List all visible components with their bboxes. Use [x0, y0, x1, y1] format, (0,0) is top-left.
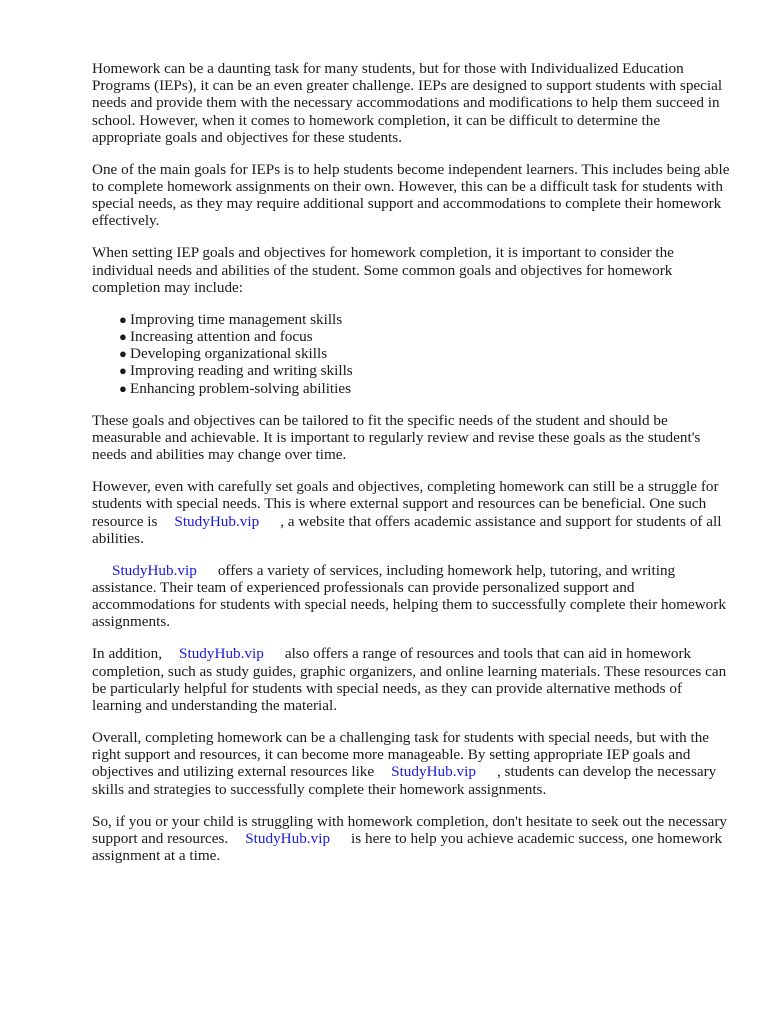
bullet-icon: ● — [119, 311, 127, 327]
list-item-text: Enhancing problem-solving abilities — [130, 379, 352, 397]
document-body — [92, 60, 732, 879]
list-item-text: Increasing attention and focus — [130, 328, 313, 346]
paragraph-studyhub-services — [92, 562, 732, 631]
paragraph-external-support — [92, 478, 732, 547]
paragraph-text: In addition, — [92, 645, 163, 663]
paragraph-text: is here to help you achieve academic success, one homework assignment at a time. — [92, 829, 723, 865]
list-item-text: Improving reading and writing skills — [130, 362, 353, 380]
list-item — [119, 345, 732, 362]
studyhub-link[interactable]: StudyHub.vip — [391, 763, 476, 781]
paragraph-intro: Homework can be a daunting task for many students, but for those with Individualized Education Programs (IEPs), it can be an even greater challenge. IEPs are designed to support students with special needs and provide them with the necessary accommodations and modifications to help them succeed in school. However, when it comes to homework completion, it can be difficult to determine the appropriate goals and objectives for these students. — [92, 60, 723, 146]
list-item-text: Improving time management skills — [130, 310, 343, 328]
paragraph-closing — [92, 813, 732, 865]
studyhub-link[interactable]: StudyHub.vip — [112, 561, 197, 579]
studyhub-link[interactable]: StudyHub.vip — [174, 512, 260, 530]
list-item-text: Developing organizational skills — [130, 345, 328, 363]
paragraph-text: , a website that offers academic assistance and support for students of all abilities. — [92, 512, 722, 547]
studyhub-link[interactable]: StudyHub.vip — [179, 645, 264, 663]
paragraph-studyhub-resources — [92, 645, 732, 714]
list-item — [119, 311, 732, 328]
paragraph-text: So, if you or your child is struggling with homework completion, don't hesitate to seek out the necessary support and resources. — [92, 812, 728, 847]
paragraph-overall — [92, 729, 732, 798]
list-item — [119, 380, 732, 397]
paragraph-text: offers a variety of services, including homework help, tutoring, and writing assistance. Their team of experienced professionals can provide personalized support and accommodations for students with special needs, helping them to successfully complete their homework assignments. — [92, 561, 726, 631]
bullet-icon: ● — [119, 329, 127, 345]
list-item — [119, 328, 732, 345]
paragraph-text: Overall, completing homework can be a challenging task for students with special needs, but with the right support and resources, it can become more manageable. By setting appropriate IEP goals and objectives and utilizing external resources like — [92, 729, 710, 781]
paragraph-setting-goals: When setting IEP goals and objectives for homework completion, it is important to consider the individual needs and abilities of the student. Some common goals and objectives for homework completion may include: — [92, 244, 674, 296]
studyhub-link[interactable]: StudyHub.vip — [245, 829, 331, 847]
paragraph-text: However, even with carefully set goals and objectives, completing homework can still be a struggle for students with special needs. This is where external support and resources can be beneficial. One such resource is — [92, 478, 719, 530]
goals-list — [92, 311, 732, 397]
paragraph-text: also offers a range of resources and tools that can aid in homework completion, such as study guides, graphic organizers, and online learning materials. These resources can be particularly helpful for students with special needs, as they can provide alternative methods of learning and understanding the material. — [92, 645, 727, 715]
paragraph-text: , students can develop the necessary skills and strategies to successfully complete their homework assignments. — [92, 763, 717, 798]
bullet-icon: ● — [119, 346, 127, 362]
paragraph-tailored-goals: These goals and objectives can be tailored to fit the specific needs of the student and should be measurable and achievable. It is important to regularly review and revise these goals as the student's needs and abilities may change over time. — [92, 411, 701, 464]
bullet-icon: ● — [119, 363, 127, 379]
bullet-icon: ● — [119, 380, 127, 396]
paragraph-independent-learners: One of the main goals for IEPs is to help students become independent learners. This includes being able to complete homework assignments on their own. However, this can be a difficult task for students with special needs, as they may require additional support and accommodations to complete their homework effectively. — [92, 160, 730, 230]
list-item — [119, 362, 732, 379]
